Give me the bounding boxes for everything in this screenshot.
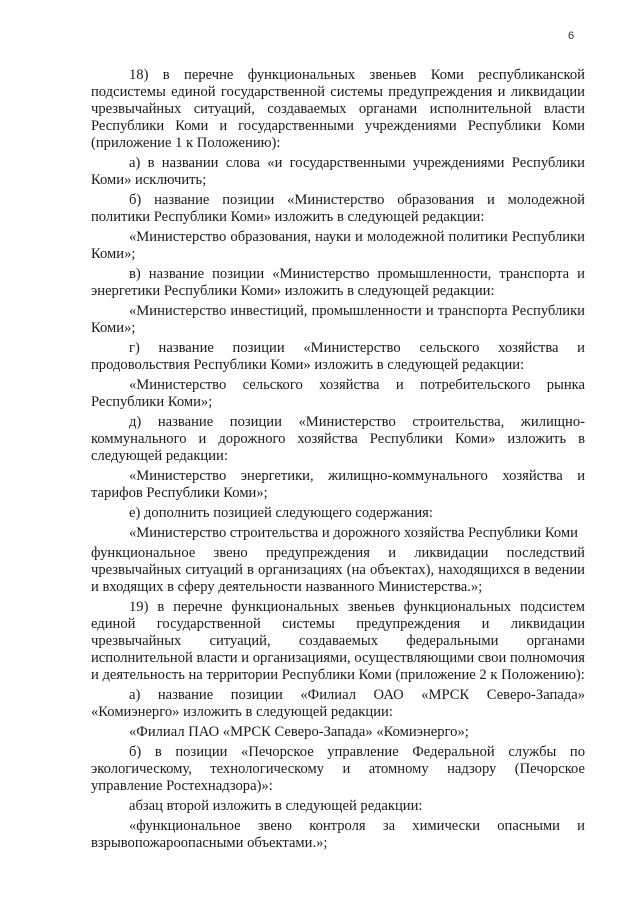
paragraph: «Министерство инвестиций, промышленности и транспорта Республики Коми»; (91, 303, 585, 337)
paragraph: б) название позиции «Министерство образования и молодежной политики Республики Коми» изложить в следующей редакции: (91, 192, 585, 226)
paragraph: д) название позиции «Министерство строительства, жилищно-коммунального и дорожного хозяйства Республики Коми» изложить в следующей редакции: (91, 414, 585, 465)
paragraph: а) название позиции «Филиал ОАО «МРСК Северо-Запада» «Комиэнерго» изложить в следующей редакции: (91, 687, 585, 721)
paragraph: г) название позиции «Министерство сельского хозяйства и продовольствия Республики Коми» изложить в следующей редакции: (91, 340, 585, 374)
paragraph: «Министерство энергетики, жилищно-коммунального хозяйства и тарифов Республики Коми»; (91, 468, 585, 502)
paragraph: 18) в перечне функциональных звеньев Коми республиканской подсистемы единой государственной системы предупреждения и ликвидации чрезвычайных ситуаций, создаваемых органами исполнительной власти Республики Коми и государственными учреждениями Республики Коми (приложение 1 к Положению): (91, 67, 585, 152)
paragraph: «Министерство строительства и дорожного хозяйства Республики Коми (129, 525, 578, 542)
paragraph: в) название позиции «Министерство промышленности, транспорта и энергетики Республики Коми» изложить в следующей редакции: (91, 266, 585, 300)
paragraph: 19) в перечне функциональных звеньев функциональных подсистем единой государственной системы предупреждения и ликвидации чрезвычайных ситуаций, создаваемых федеральными органами исполнительной власти и организациями, осуществляющими свои полномочия и деятельность на территории Республики Коми (приложение 2 к Положению): (91, 599, 585, 684)
paragraph: «Филиал ПАО «МРСК Северо-Запада» «Комиэнерго»; (129, 724, 469, 741)
paragraph: абзац второй изложить в следующей редакции: (129, 798, 423, 815)
paragraph: б) в позиции «Печорское управление Федеральной службы по экологическому, технологическому и атомному надзору (Печорское управление Ростехнадзора)»: (91, 744, 585, 795)
paragraph: е) дополнить позицией следующего содержания: (129, 505, 433, 522)
paragraph: функциональное звено предупреждения и ликвидации последствий чрезвычайных ситуаций в организациях (на объектах), находящихся в ведении и входящих в сферу деятельности названного Министерства.»; (91, 545, 585, 596)
paragraph: а) в названии слова «и государственными учреждениями Республики Коми» исключить; (91, 155, 585, 189)
paragraph: «Министерство сельского хозяйства и потребительского рынка Республики Коми»; (91, 377, 585, 411)
document-body (91, 67, 585, 855)
paragraph: «функциональное звено контроля за химически опасными и взрывопожароопасными объектами.»; (91, 818, 585, 852)
paragraph: «Министерство образования, науки и молодежной политики Республики Коми»; (91, 229, 585, 263)
page-number: 6 (568, 30, 575, 42)
